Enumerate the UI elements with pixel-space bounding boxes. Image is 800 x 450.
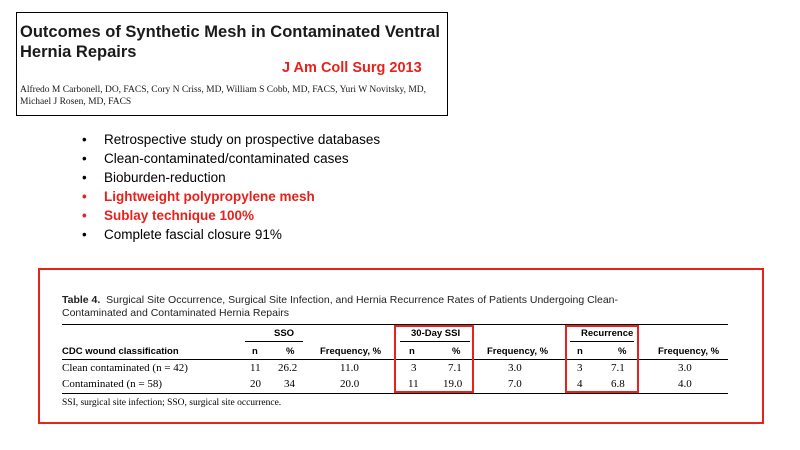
bullet-text: Retrospective study on prospective databases <box>104 132 381 147</box>
col-header-sso-n: n <box>252 346 258 357</box>
caption-line-1: Surgical Site Occurrence, Surgical Site Infection, and Hernia Recurrence Rates of Patients Undergoing Clean- <box>106 294 619 306</box>
bullet-glyph: • <box>82 132 87 147</box>
bullet-glyph: • <box>82 227 87 242</box>
bullet-glyph: • <box>82 189 87 204</box>
table-caption <box>62 294 728 320</box>
group-header-sso: SSO <box>274 328 295 339</box>
col-header-rec-n: n <box>577 346 583 357</box>
cell-sso-pct: 26.2 <box>278 362 298 374</box>
bullet-glyph: • <box>82 170 87 185</box>
group-header-ssi: 30-Day SSI <box>411 328 461 339</box>
table-label: Table 4. <box>62 294 101 306</box>
col-header-rec-frequency: Frequency, % <box>658 346 720 357</box>
cell-ssi-freq: 7.0 <box>508 378 522 390</box>
cell-rec-freq: 3.0 <box>678 362 692 374</box>
caption-line-2: Contaminated and Contaminated Hernia Repairs <box>62 307 290 319</box>
bullet-glyph: • <box>82 151 87 166</box>
bullet-item <box>82 149 380 168</box>
paper-title-line-1: Outcomes of Synthetic Mesh in Contaminated Ventral <box>20 23 440 41</box>
cell-ssi-n: 11 <box>408 378 419 390</box>
table-bottom-rule <box>62 393 728 394</box>
cell-sso-freq: 20.0 <box>340 378 360 390</box>
paper-title <box>20 22 440 62</box>
cell-ssi-freq: 3.0 <box>508 362 522 374</box>
bullet-text: Lightweight polypropylene mesh <box>104 189 315 204</box>
col-header-sso-pct: % <box>286 346 295 357</box>
cell-rec-pct: 6.8 <box>611 378 625 390</box>
table-footnote: SSI, surgical site infection; SSO, surgical site occurrence. <box>62 398 282 408</box>
results-table <box>62 294 728 408</box>
cell-rec-freq: 4.0 <box>678 378 692 390</box>
row-label: Clean contaminated (n = 42) <box>62 362 188 374</box>
cell-rec-pct: 7.1 <box>611 362 625 374</box>
authors-line-2: Michael J Rosen, MD, FACS <box>20 97 132 107</box>
col-header-rec-pct: % <box>618 346 627 357</box>
bullet-item-highlight <box>82 206 380 225</box>
bullet-text: Bioburden-reduction <box>104 170 226 185</box>
cell-sso-pct: 34 <box>284 378 295 390</box>
group-header-recurrence: Recurrence <box>581 328 634 339</box>
col-header-sso-frequency: Frequency, % <box>320 346 382 357</box>
bullet-text: Sublay technique 100% <box>104 208 255 223</box>
ssi-highlight-box <box>394 325 474 393</box>
cell-sso-n: 20 <box>250 378 261 390</box>
cell-ssi-pct: 19.0 <box>443 378 463 390</box>
bullet-item-highlight <box>82 187 380 206</box>
col-header-ssi-pct: % <box>452 346 461 357</box>
sso-group-rule <box>245 341 303 342</box>
col-header-classification: CDC wound classification <box>62 346 179 357</box>
key-points-list <box>82 130 380 244</box>
col-header-ssi-n: n <box>409 346 415 357</box>
bullet-glyph: • <box>82 208 87 223</box>
bullet-item <box>82 130 380 149</box>
bullet-text: Complete fascial closure 91% <box>104 227 282 242</box>
cell-rec-n: 3 <box>577 362 583 374</box>
cell-sso-n: 11 <box>250 362 261 374</box>
bullet-item <box>82 225 380 244</box>
col-header-ssi-frequency: Frequency, % <box>487 346 549 357</box>
bullet-text: Clean-contaminated/contaminated cases <box>104 151 349 166</box>
recurrence-highlight-box <box>565 325 639 393</box>
cell-ssi-pct: 7.1 <box>448 362 462 374</box>
bullet-item <box>82 168 380 187</box>
journal-citation: J Am Coll Surg 2013 <box>282 60 422 76</box>
cell-ssi-n: 3 <box>411 362 417 374</box>
authors-line-1: Alfredo M Carbonell, DO, FACS, Cory N Criss, MD, William S Cobb, MD, FACS, Yuri W Novitsky, MD, <box>20 85 427 95</box>
author-list <box>20 84 440 108</box>
row-label: Contaminated (n = 58) <box>62 378 162 390</box>
cell-rec-n: 4 <box>577 378 583 390</box>
cell-sso-freq: 11.0 <box>340 362 359 374</box>
paper-title-line-2: Hernia Repairs <box>20 43 137 61</box>
